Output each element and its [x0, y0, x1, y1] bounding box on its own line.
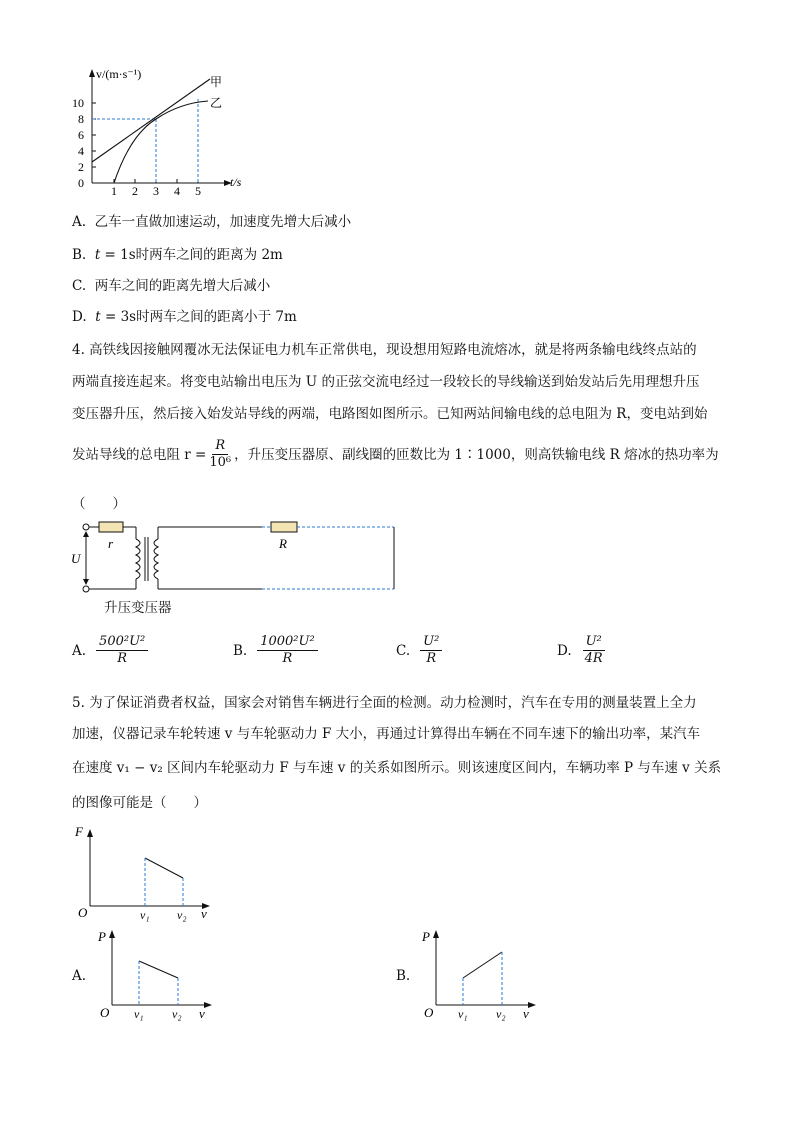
terminal-bottom: [83, 586, 89, 592]
label-U: U: [71, 551, 81, 566]
q4-circuit: [66, 515, 406, 607]
svg-text:v: v: [199, 1006, 205, 1021]
q4-line-1: 4. 高铁线因接触网覆冰无法保证电力机车正常供电，现设想用短路电流熔冰，就是将两条输电线终点站的: [72, 342, 697, 358]
resistor-R: [271, 522, 297, 532]
vt-xtick: 1: [111, 184, 117, 198]
q4-option-d: D. $\frac{\text{U²}}{4R}$: [557, 634, 606, 668]
svg-text:P: P: [422, 929, 430, 944]
transformer-caption: 升压变压器: [104, 600, 172, 616]
vt-xtick: 4: [174, 184, 180, 198]
q3-option-b: B. t = 1s时两车之间的距离为 2m: [72, 247, 283, 263]
q3-option-d: D. t = 3s时两车之间的距离小于 7m: [72, 309, 297, 325]
vt-line-jia: [92, 79, 210, 162]
svg-text:v₁: v₁: [140, 908, 150, 922]
vt-xtick: 2: [132, 184, 138, 198]
q4-bracket: （ ）: [72, 496, 126, 512]
terminal-top: [83, 524, 89, 530]
q5-line-1: 5. 为了保证消费者权益，国家会对销售车辆进行全面的检测。动力检测时，汽车在专用的测量装置上全力: [72, 695, 697, 711]
q3-option-a: A. 乙车一直做加速运动，加速度先增大后减小: [72, 214, 352, 230]
svg-text:v: v: [201, 906, 207, 921]
vt-y-arrow: [89, 69, 95, 77]
vt-ytick: 8: [78, 112, 84, 126]
pv-graph-b: [419, 925, 549, 1025]
svg-text:F: F: [75, 824, 83, 839]
vt-ytick: 4: [78, 144, 84, 158]
q4-r-fraction: $\frac{R}{\text{10⁶}}$: [209, 438, 232, 471]
pv-a-line: [139, 961, 178, 978]
vt-y-label: v/(m·s⁻¹): [96, 67, 142, 81]
vt-xtick: 5: [195, 184, 201, 198]
vt-graph: [60, 65, 260, 200]
label-r: r: [108, 536, 114, 551]
q4-option-a: A. $\frac{\text{500²U²}}{R}$: [72, 634, 148, 668]
primary-coil: [136, 539, 140, 579]
svg-text:v₂: v₂: [496, 1007, 506, 1021]
svg-text:v₁: v₁: [458, 1007, 468, 1021]
fv-line: [145, 858, 183, 878]
svg-text:O: O: [100, 1005, 110, 1020]
vt-x-label: t/s: [230, 175, 242, 189]
q5-option-b-label: B.: [396, 968, 411, 984]
svg-text:P: P: [98, 929, 106, 944]
svg-text:v₁: v₁: [134, 1007, 144, 1021]
pv-graph-a: [95, 925, 225, 1025]
vt-ytick: 0: [78, 176, 84, 190]
q5-line-3: 在速度 v₁ − v₂ 区间内车轮驱动力 F 与车速 v 的关系如图所示。则该速度区间内，车辆功率 P 与车速 v 关系: [72, 760, 722, 776]
label-R: R: [279, 536, 287, 551]
fv-graph: [70, 822, 220, 922]
q4-option-b: B. $\frac{\text{1000²U²}}{R}$: [233, 634, 318, 668]
q5-line-2: 加速，仪器记录车轮转速 v 与车轮驱动力 F 大小，再通过计算得出车辆在不同车速下的输出功率，某汽车: [72, 726, 701, 742]
secondary-coil: [154, 539, 158, 579]
q3-option-c: C. 两车之间的距离先增大后减小: [72, 278, 271, 294]
resistor-r: [99, 522, 123, 532]
svg-text:v₂: v₂: [177, 908, 187, 922]
vt-ytick: 2: [78, 160, 84, 174]
q5-option-a-label: A.: [72, 968, 87, 984]
q4-line-2: 两端直接连起来。将变电站输出电压为 U 的正弦交流电经过一段较长的导线输送到始发站后先用理想升压: [72, 374, 700, 390]
vt-label-yi: 乙: [210, 96, 223, 110]
svg-text:v: v: [523, 1006, 529, 1021]
pv-b-line: [463, 952, 502, 978]
vt-xtick: 3: [153, 184, 159, 198]
svg-text:v₂: v₂: [172, 1007, 182, 1021]
q4-option-c: C. $\frac{\text{U²}}{R}$: [396, 634, 442, 668]
q4-line-3: 变压器升压，然后接入始发站导线的两端，电路图如图所示。已知两站间输电线的总电阻为 R，变电站到始: [72, 406, 708, 422]
q4-line-4: 发站导线的总电阻 r = $\frac{R}{\text{10⁶}}$ ，升压变压器原、副线圈的匝数比为 1∶1000，则高铁输电线 R 熔冰的热功率为: [72, 438, 719, 471]
q5-line-4: 的图像可能是（ ）: [72, 795, 207, 811]
vt-label-jia: 甲: [210, 75, 223, 89]
vt-ytick: 10: [72, 96, 84, 110]
svg-text:O: O: [78, 905, 88, 920]
vt-ytick: 6: [78, 128, 84, 142]
svg-text:O: O: [424, 1005, 434, 1020]
